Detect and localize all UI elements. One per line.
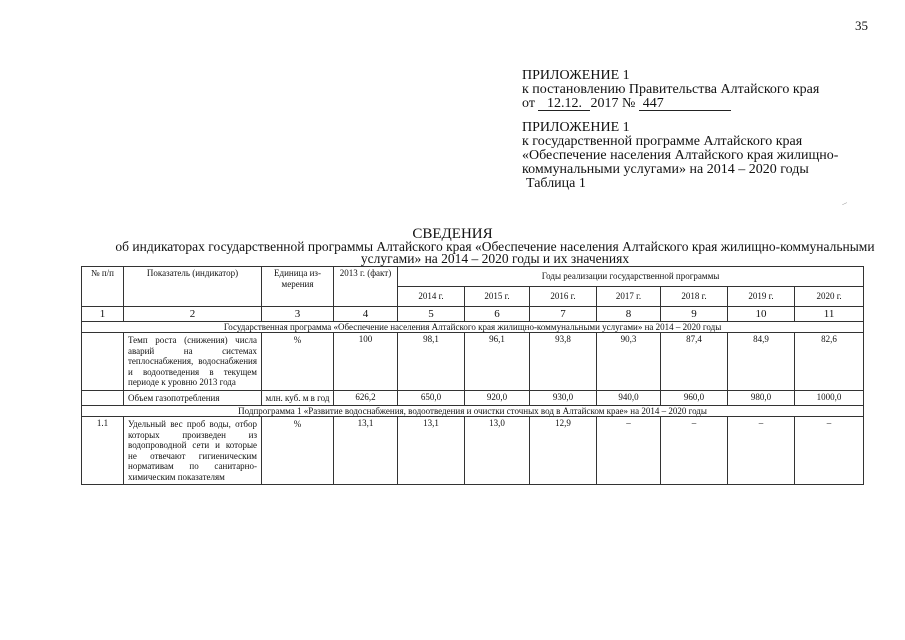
decree-number: 447	[639, 97, 731, 111]
row-indicator: Удельный вес проб воды, отбор которых произведен из водопроводной сети и которые не отвечают гигиеническим нормативам по санитарно-химическим показателям	[124, 417, 262, 485]
row-value: 13,0	[465, 417, 530, 485]
column-number: 5	[398, 307, 465, 322]
row-num	[82, 333, 124, 391]
from-label: от	[522, 96, 535, 111]
column-numbers-row	[82, 307, 864, 322]
header-base-year: 2013 г. (факт)	[334, 267, 398, 307]
document-title: СВЕДЕНИЯ	[412, 226, 493, 242]
header-year: 2016 г.	[530, 287, 597, 307]
row-value: 84,9	[728, 333, 795, 391]
document-subtitle: об индикаторах государственной программы Алтайского края «Обеспечение населения Алтайского края жилищно-коммунальными услугами» на 2014 – 2020 годы и их значениях	[115, 239, 875, 266]
decree-year: 2017	[590, 96, 619, 111]
column-number: 7	[530, 307, 597, 322]
row-value: 920,0	[465, 390, 530, 406]
table-row	[82, 417, 864, 485]
row-indicator: Темп роста (снижения) числа аварий на системах теплоснабжения, водоснабжения и водоотведения в текущем периоде к уровню 2013 года	[124, 333, 262, 391]
indicators-table	[81, 266, 864, 485]
column-number: 10	[728, 307, 795, 322]
header-unit: Единица из- мерения	[262, 267, 334, 307]
appendix1-line: к постановлению Правительства Алтайского края	[522, 82, 820, 97]
column-number: 1	[82, 307, 124, 322]
row-value: 93,8	[530, 333, 597, 391]
table-row	[82, 390, 864, 406]
row-value: 87,4	[661, 333, 728, 391]
row-value: –	[728, 417, 795, 485]
header-years-group: Годы реализации государственной программы	[398, 267, 864, 287]
row-unit: %	[262, 417, 334, 485]
row-indicator: Объем газопотребления	[124, 390, 262, 406]
section-program: Государственная программа «Обеспечение населения Алтайского края жилищно-коммунальными услугами» на 2014 – 2020 годы	[82, 322, 864, 333]
appendix1-date-line	[522, 96, 731, 111]
row-value: 13,1	[398, 417, 465, 485]
decree-date: 12.12.	[538, 97, 590, 111]
header-year: 2018 г.	[661, 287, 728, 307]
row-value: 82,6	[795, 333, 864, 391]
row-value: 12,9	[530, 417, 597, 485]
header-year: 2019 г.	[728, 287, 795, 307]
row-value: –	[795, 417, 864, 485]
appendix2-line2: «Обеспечение населения Алтайского края жилищно-	[522, 148, 839, 163]
appendix2-line3: коммунальными услугами» на 2014 – 2020 годы	[522, 162, 809, 177]
row-value: –	[597, 417, 661, 485]
row-value: 940,0	[597, 390, 661, 406]
header-year: 2017 г.	[597, 287, 661, 307]
row-num: 1.1	[82, 417, 124, 485]
column-number: 6	[465, 307, 530, 322]
row-value: 930,0	[530, 390, 597, 406]
row-unit: %	[262, 333, 334, 391]
header-year: 2020 г.	[795, 287, 864, 307]
column-number: 9	[661, 307, 728, 322]
header-year: 2015 г.	[465, 287, 530, 307]
table-row	[82, 333, 864, 391]
row-unit: млн. куб. м в год	[262, 390, 334, 406]
row-value: 960,0	[661, 390, 728, 406]
column-number: 3	[262, 307, 334, 322]
appendix2-title: ПРИЛОЖЕНИЕ 1	[522, 120, 630, 135]
row-value: 650,0	[398, 390, 465, 406]
section-subprogram: Подпрограмма 1 «Развитие водоснабжения, водоотведения и очистки сточных вод в Алтайском крае» на 2014 – 2020 годы	[82, 406, 864, 417]
page-number: 35	[855, 18, 868, 33]
row-value: 980,0	[728, 390, 795, 406]
row-num	[82, 390, 124, 406]
column-number: 11	[795, 307, 864, 322]
column-number: 2	[124, 307, 262, 322]
row-value: 90,3	[597, 333, 661, 391]
number-label: №	[621, 96, 636, 111]
header-indicator: Показатель (индикатор)	[124, 267, 262, 307]
row-value: 626,2	[334, 390, 398, 406]
header-year: 2014 г.	[398, 287, 465, 307]
row-value: 98,1	[398, 333, 465, 391]
column-number: 4	[334, 307, 398, 322]
column-number: 8	[597, 307, 661, 322]
row-value: –	[661, 417, 728, 485]
row-value: 96,1	[465, 333, 530, 391]
row-value: 100	[334, 333, 398, 391]
row-value: 13,1	[334, 417, 398, 485]
table-label: Таблица 1	[526, 176, 586, 191]
scan-mark: ‒	[839, 197, 850, 210]
header-num: № п/п	[82, 267, 124, 307]
appendix2-line1: к государственной программе Алтайского края	[522, 134, 803, 149]
appendix1-title: ПРИЛОЖЕНИЕ 1	[522, 68, 630, 83]
row-value: 1000,0	[795, 390, 864, 406]
